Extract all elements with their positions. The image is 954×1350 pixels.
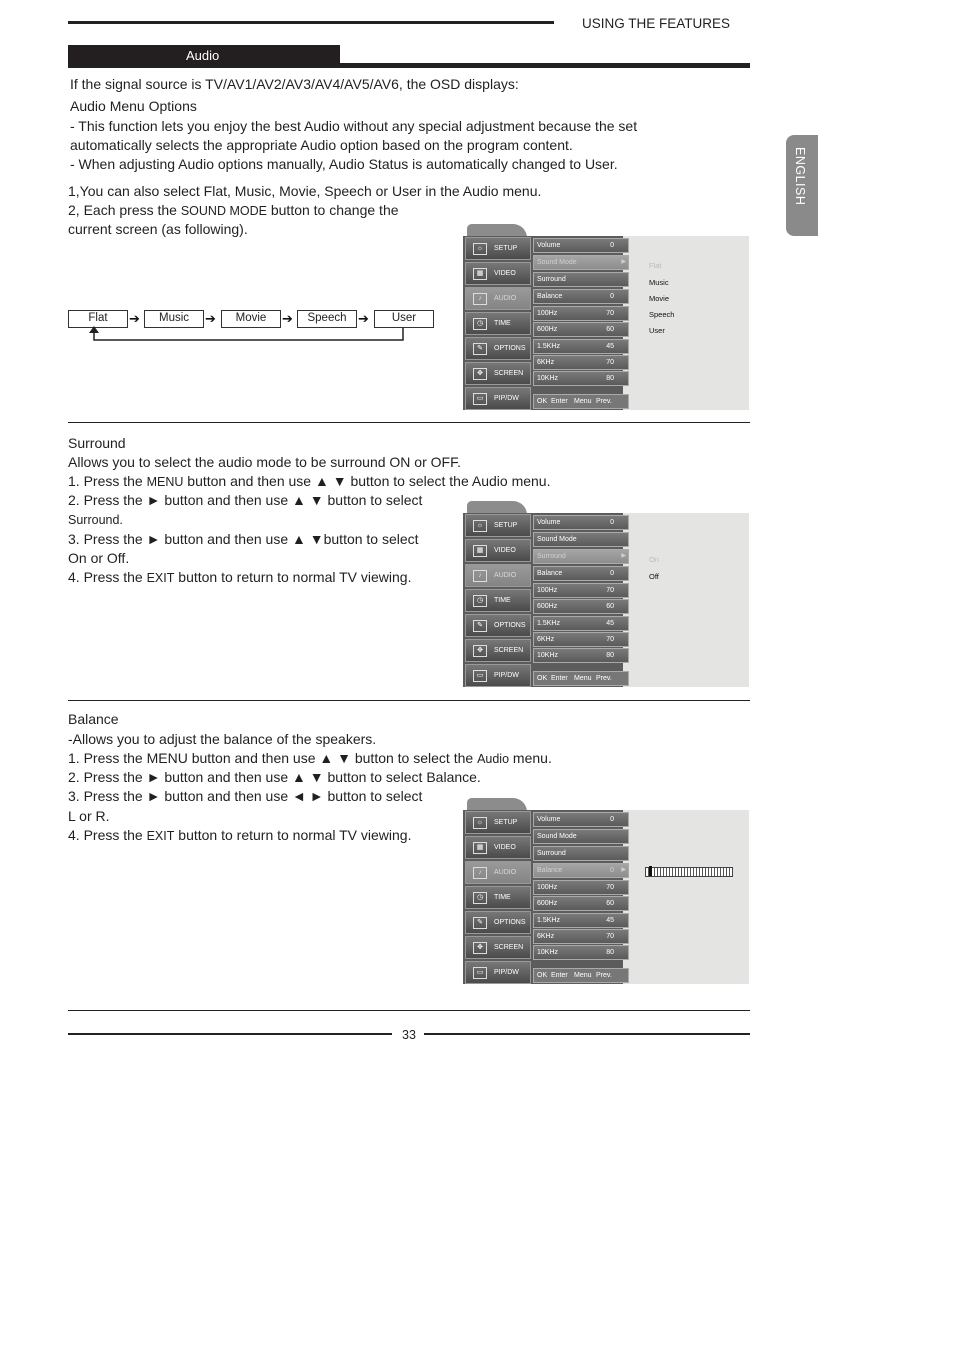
osd-side-video: ▦ VIDEO: [465, 262, 531, 285]
osd-row-balance: Balance 0: [533, 566, 629, 581]
chevron-right-icon: ▶: [621, 553, 626, 559]
osd-row-sound-mode: Sound Mode: [533, 829, 629, 844]
flow-arrow-icon: ➔: [129, 311, 140, 326]
osd-row-6khz: 6KHz 70: [533, 632, 629, 647]
osd-option-user: User: [649, 326, 665, 335]
setup-icon: ☼: [473, 817, 487, 829]
osd-option-music: Music: [649, 278, 669, 287]
balance-slider-marker: [649, 866, 652, 876]
osd-row-surround: Surround: [533, 272, 629, 287]
header-title: USING THE FEATURES: [582, 16, 731, 31]
osd-row-600hz: 600Hz 60: [533, 322, 629, 337]
surround-desc: Allows you to select the audio mode to be surround ON or OFF.: [68, 454, 461, 470]
options-icon: ✎: [473, 343, 487, 355]
osd-side-pip: ▭ PIP/DW: [465, 387, 531, 410]
balance-step-4: 4. Press the EXIT button to return to normal TV viewing.: [68, 827, 412, 843]
balance-desc: -Allows you to adjust the balance of the speakers.: [68, 731, 377, 747]
osd-row-6khz: 6KHz 70: [533, 355, 629, 370]
surround-step-2: 2. Press the ► button and then use ▲ ▼ button to select: [68, 492, 423, 508]
osd-row-balance: Balance 0 ▶: [533, 863, 629, 878]
audio-icon: ♪: [473, 570, 487, 582]
osd-row-10khz: 10KHz 80: [533, 371, 629, 386]
time-icon: ◷: [473, 595, 487, 607]
osd-side-time: ◷ TIME: [465, 589, 531, 612]
exit-key: EXIT: [146, 571, 175, 585]
osd-option-off: Off: [649, 572, 659, 581]
flow-box-music: Music: [144, 310, 204, 328]
flow-arrow-icon: ➔: [282, 311, 293, 326]
osd-row-10khz: 10KHz 80: [533, 945, 629, 960]
osd-row-volume: Volume 0: [533, 238, 629, 253]
audio-icon: ♪: [473, 867, 487, 879]
audio-icon: ♪: [473, 293, 487, 305]
osd-side-time: ◷ TIME: [465, 312, 531, 335]
divider: [68, 1010, 750, 1011]
divider: [68, 700, 750, 701]
osd-option-panel: [623, 810, 749, 984]
options-icon: ✎: [473, 917, 487, 929]
balance-step-2: 2. Press the ► button and then use ▲ ▼ button to select Balance.: [68, 769, 481, 785]
flow-return-arrow: [86, 326, 408, 344]
footer-rule-left: [68, 1033, 392, 1035]
osd-row-1-5khz: 1.5KHz 45: [533, 913, 629, 928]
pip-icon: ▭: [473, 967, 487, 979]
osd-option-panel: [623, 236, 749, 410]
osd-side-options: ✎ OPTIONS: [465, 337, 531, 360]
intro-step-2-line2: current screen (as following).: [68, 221, 248, 237]
pip-icon: ▭: [473, 393, 487, 405]
time-icon: ◷: [473, 892, 487, 904]
language-tab: [786, 135, 818, 236]
footer-rule-right: [424, 1033, 750, 1035]
osd-row-surround: Surround: [533, 846, 629, 861]
intro-step-2: [68, 201, 399, 221]
setup-icon: ☼: [473, 520, 487, 532]
osd-row-1-5khz: 1.5KHz 45: [533, 616, 629, 631]
surround-step-1: 1. Press the MENU button and then use ▲ ▼ button to select the Audio menu.: [68, 473, 551, 489]
flow-box-speech: Speech: [297, 310, 357, 328]
osd-side-audio: ♪ AUDIO: [465, 287, 531, 310]
intro-step-1: 1,You can also select Flat, Music, Movie, Speech or User in the Audio menu.: [68, 183, 542, 199]
divider: [68, 422, 750, 423]
osd-option-panel: [623, 513, 749, 687]
osd-option-on: On: [649, 555, 660, 564]
chevron-right-icon: ▶: [621, 867, 626, 873]
osd-side-options: ✎ OPTIONS: [465, 614, 531, 637]
osd-row-100hz: 100Hz 70: [533, 583, 629, 598]
surround-step-3: 3. Press the ► button and then use ▲ ▼button to select: [68, 531, 419, 547]
osd-footer: OK Enter Menu Prev.: [533, 671, 629, 686]
osd-side-time: ◷ TIME: [465, 886, 531, 909]
intro-line: If the signal source is TV/AV1/AV2/AV3/AV4/AV5/AV6, the OSD displays:: [70, 76, 519, 92]
osd-side-screen: ✥ SCREEN: [465, 639, 531, 662]
language-tab-label: ENGLISH: [793, 147, 807, 206]
surround-step-3b: On or Off.: [68, 550, 130, 566]
step-2-pre: 2, Each press the: [68, 202, 181, 218]
section-tab-audio: [68, 45, 340, 66]
osd-row-balance: Balance 0: [533, 289, 629, 304]
osd-side-setup: ☼ SETUP: [465, 811, 531, 834]
options-icon: ✎: [473, 620, 487, 632]
osd-option-speech: Speech: [649, 310, 675, 319]
osd-side-screen: ✥ SCREEN: [465, 362, 531, 385]
flow-arrow-icon: ➔: [358, 311, 369, 326]
audio-key: Audio: [477, 752, 510, 766]
osd-row-sound-mode: Sound Mode ▶: [533, 255, 629, 270]
osd-row-100hz: 100Hz 70: [533, 880, 629, 895]
osd-side-setup: ☼ SETUP: [465, 237, 531, 260]
osd-row-sound-mode: Sound Mode: [533, 532, 629, 547]
flow-box-flat: Flat: [68, 310, 128, 328]
balance-step-3b: L or R.: [68, 808, 110, 824]
osd-row-600hz: 600Hz 60: [533, 599, 629, 614]
exit-key: EXIT: [146, 829, 175, 843]
intro-heading: Audio Menu Options: [70, 98, 197, 114]
screen-icon: ✥: [473, 942, 487, 954]
osd-sound-mode: [463, 236, 749, 410]
step-2-post: button to change the: [266, 202, 399, 218]
osd-row-1-5khz: 1.5KHz 45: [533, 339, 629, 354]
surround-title: Surround: [68, 435, 126, 451]
osd-side-video: ▦ VIDEO: [465, 539, 531, 562]
intro-paragraph-1b: automatically selects the appropriate Audio option based on the program content.: [70, 137, 573, 153]
flow-arrow-icon: ➔: [205, 311, 216, 326]
sound-mode-key: SOUND MODE: [180, 204, 267, 218]
osd-option-movie: Movie: [649, 294, 670, 303]
osd-surround: [463, 513, 749, 687]
balance-title: Balance: [68, 711, 119, 727]
balance-slider: [645, 867, 733, 877]
surround-step-4: 4. Press the EXIT button to return to normal TV viewing.: [68, 569, 412, 585]
setup-icon: ☼: [473, 243, 487, 255]
osd-side-video: ▦ VIDEO: [465, 836, 531, 859]
osd-side-options: ✎ OPTIONS: [465, 911, 531, 934]
osd-balance: [463, 810, 749, 984]
menu-key: MENU: [146, 475, 184, 489]
intro-paragraph-2: - When adjusting Audio options manually, Audio Status is automatically changed to User.: [70, 156, 618, 172]
balance-step-1: 1. Press the MENU button and then use ▲ ▼ button to select the Audio menu.: [68, 750, 552, 766]
osd-side-pip: ▭ PIP/DW: [465, 961, 531, 984]
video-icon: ▦: [473, 545, 487, 557]
balance-step-3: 3. Press the ► button and then use ◄ ► button to select: [68, 788, 423, 804]
osd-footer: OK Enter Menu Prev.: [533, 394, 629, 409]
osd-row-volume: Volume 0: [533, 812, 629, 827]
pip-icon: ▭: [473, 670, 487, 682]
osd-side-pip: ▭ PIP/DW: [465, 664, 531, 687]
intro-paragraph-1a: - This function lets you enjoy the best Audio without any special adjustment because the set: [70, 118, 638, 134]
video-icon: ▦: [473, 842, 487, 854]
page-number: 33: [402, 1028, 416, 1042]
video-icon: ▦: [473, 268, 487, 280]
section-tab-label: Audio: [186, 48, 220, 63]
osd-row-100hz: 100Hz 70: [533, 306, 629, 321]
osd-side-audio: ♪ AUDIO: [465, 564, 531, 587]
header-rule-left: [68, 21, 554, 24]
flow-box-movie: Movie: [221, 310, 281, 328]
osd-row-6khz: 6KHz 70: [533, 929, 629, 944]
osd-option-flat: Flat: [649, 261, 662, 270]
flow-box-user: User: [374, 310, 434, 328]
osd-row-volume: Volume 0: [533, 515, 629, 530]
screen-icon: ✥: [473, 368, 487, 380]
osd-side-audio: ♪ AUDIO: [465, 861, 531, 884]
time-icon: ◷: [473, 318, 487, 330]
chevron-right-icon: ▶: [621, 259, 626, 265]
osd-row-10khz: 10KHz 80: [533, 648, 629, 663]
surround-step-2b: Surround.: [68, 513, 123, 527]
screen-icon: ✥: [473, 645, 487, 657]
osd-row-surround: Surround ▶: [533, 549, 629, 564]
osd-footer: OK Enter Menu Prev.: [533, 968, 629, 983]
osd-side-screen: ✥ SCREEN: [465, 936, 531, 959]
osd-side-setup: ☼ SETUP: [465, 514, 531, 537]
osd-row-600hz: 600Hz 60: [533, 896, 629, 911]
